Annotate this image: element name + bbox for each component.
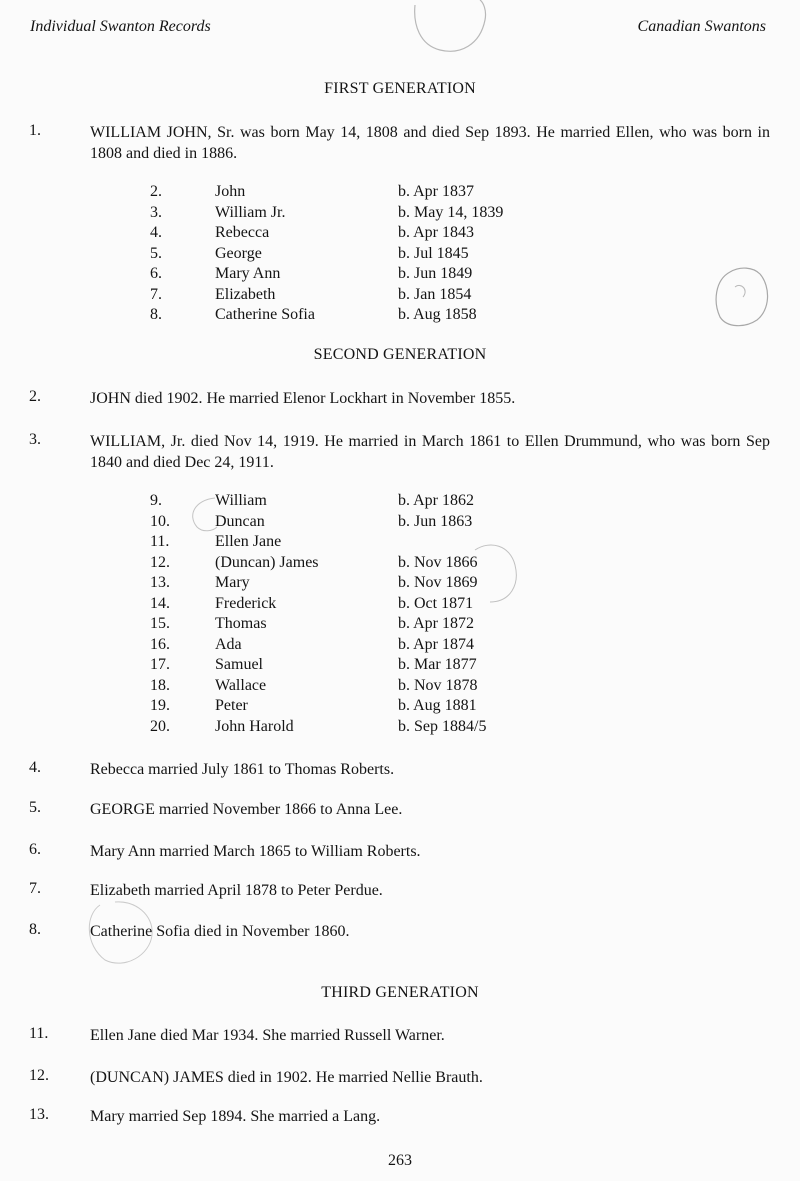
child-birth: b. Mar 1877 <box>398 656 477 673</box>
entry-number: 3. <box>29 431 41 448</box>
entry-number: 11. <box>29 1025 49 1042</box>
child-number: 7. <box>150 285 162 303</box>
child-number: 11. <box>150 533 170 550</box>
child-name: Mary <box>215 574 250 591</box>
child-name: Ada <box>215 635 242 653</box>
generation-heading-first: FIRST GENERATION <box>324 80 476 97</box>
child-birth: b. Nov 1878 <box>398 676 478 694</box>
entry-number: 2. <box>29 388 41 405</box>
entry-text: Rebecca married July 1861 to Thomas Roberts. <box>90 761 395 778</box>
child-row <box>0 244 800 265</box>
child-number: 16. <box>150 635 170 653</box>
child-number: 19. <box>150 697 170 714</box>
child-number: 9. <box>150 492 162 509</box>
children-list-william-john <box>0 182 800 326</box>
child-birth: b. Aug 1858 <box>398 306 477 323</box>
child-birth: b. Nov 1866 <box>398 553 478 571</box>
child-row <box>0 305 800 326</box>
child-number: 20. <box>150 717 170 735</box>
child-row <box>0 573 800 594</box>
child-number: 10. <box>150 512 170 530</box>
child-row <box>0 717 800 738</box>
entry-number: 8. <box>29 921 41 938</box>
child-birth: b. Apr 1843 <box>398 224 474 241</box>
children-list-william-jr <box>0 491 800 737</box>
child-name: George <box>215 244 262 262</box>
child-birth: b. Apr 1862 <box>398 492 474 509</box>
child-row <box>0 203 800 224</box>
child-row <box>0 655 800 676</box>
running-header-left: Individual Swanton Records <box>30 18 211 35</box>
page-number: 263 <box>388 1152 412 1169</box>
entry-number: 7. <box>29 880 41 897</box>
entry-number: 13. <box>29 1106 49 1123</box>
child-number: 3. <box>150 203 162 221</box>
entry-number: 4. <box>29 759 41 776</box>
child-number: 12. <box>150 553 170 571</box>
child-name: (Duncan) James <box>215 553 319 571</box>
generation-heading-second: SECOND GENERATION <box>313 346 487 363</box>
child-birth: b. Jan 1854 <box>398 285 472 303</box>
child-name: Duncan <box>215 512 265 530</box>
child-birth: b. Apr 1837 <box>398 183 474 200</box>
child-name: Ellen Jane <box>215 533 282 550</box>
child-name: John Harold <box>215 717 294 735</box>
child-name: Mary Ann <box>215 265 281 282</box>
child-name: Peter <box>215 697 248 714</box>
entry-number: 1. <box>29 122 41 139</box>
entry-number: 5. <box>29 799 41 816</box>
child-number: 4. <box>150 224 162 241</box>
entry-number: 12. <box>29 1067 49 1084</box>
child-number: 8. <box>150 306 162 323</box>
child-row <box>0 676 800 697</box>
child-row <box>0 594 800 615</box>
running-header-right: Canadian Swantons <box>637 18 766 35</box>
child-birth: b. Apr 1874 <box>398 635 474 653</box>
child-number: 18. <box>150 676 170 694</box>
generation-heading-third: THIRD GENERATION <box>321 984 479 1001</box>
entry-text: Mary married Sep 1894. She married a Lang. <box>90 1108 381 1125</box>
child-name: Elizabeth <box>215 285 276 303</box>
child-name: John <box>215 183 246 200</box>
child-name: Rebecca <box>215 224 270 241</box>
child-birth: b. Aug 1881 <box>398 697 477 714</box>
entry-text: WILLIAM, Jr. died Nov 14, 1919. He married in March 1861 to Ellen Drummund, who was born Sep 1840 and died Dec 24, 1911. <box>90 433 770 471</box>
child-row <box>0 264 800 285</box>
child-number: 14. <box>150 594 170 612</box>
child-row <box>0 532 800 553</box>
entry-text: Catherine Sofia died in November 1860. <box>90 923 350 940</box>
child-row <box>0 285 800 306</box>
child-birth: b. Jun 1863 <box>398 512 473 530</box>
entry-text: (DUNCAN) JAMES died in 1902. He married Nellie Brauth. <box>90 1069 483 1086</box>
child-number: 5. <box>150 244 162 262</box>
child-row <box>0 635 800 656</box>
child-name: Samuel <box>215 656 263 673</box>
child-birth: b. Oct 1871 <box>398 594 474 612</box>
entry-text: Ellen Jane died Mar 1934. She married Russell Warner. <box>90 1027 445 1044</box>
child-row <box>0 512 800 533</box>
entry-text: WILLIAM JOHN, Sr. was born May 14, 1808 and died Sep 1893. He married Ellen, who was born in 1808 and died in 1886. <box>90 124 770 162</box>
child-number: 17. <box>150 656 170 673</box>
child-name: Frederick <box>215 594 277 612</box>
child-birth: b. Sep 1884/5 <box>398 717 487 735</box>
coffee-stain-top <box>405 0 495 60</box>
child-birth: b. Apr 1872 <box>398 615 474 632</box>
child-name: William <box>215 492 267 509</box>
child-birth: b. Nov 1869 <box>398 574 478 591</box>
child-name: William Jr. <box>215 203 286 221</box>
child-number: 6. <box>150 265 162 282</box>
child-row <box>0 614 800 635</box>
child-number: 15. <box>150 615 170 632</box>
child-row <box>0 491 800 512</box>
child-number: 13. <box>150 574 170 591</box>
child-row <box>0 223 800 244</box>
child-birth: b. Jun 1849 <box>398 265 473 282</box>
entry-text: JOHN died 1902. He married Elenor Lockhart in November 1855. <box>90 390 516 407</box>
child-birth: b. May 14, 1839 <box>398 203 504 221</box>
entry-text: GEORGE married November 1866 to Anna Lee. <box>90 801 403 818</box>
entry-text: Mary Ann married March 1865 to William Roberts. <box>90 843 421 860</box>
child-row <box>0 182 800 203</box>
child-row <box>0 696 800 717</box>
child-number: 2. <box>150 183 162 200</box>
entry-text: Elizabeth married April 1878 to Peter Perdue. <box>90 882 383 899</box>
child-name: Catherine Sofia <box>215 306 315 323</box>
child-row <box>0 553 800 574</box>
child-name: Wallace <box>215 676 267 694</box>
entry-number: 6. <box>29 841 41 858</box>
child-birth: b. Jul 1845 <box>398 244 469 262</box>
child-name: Thomas <box>215 615 267 632</box>
